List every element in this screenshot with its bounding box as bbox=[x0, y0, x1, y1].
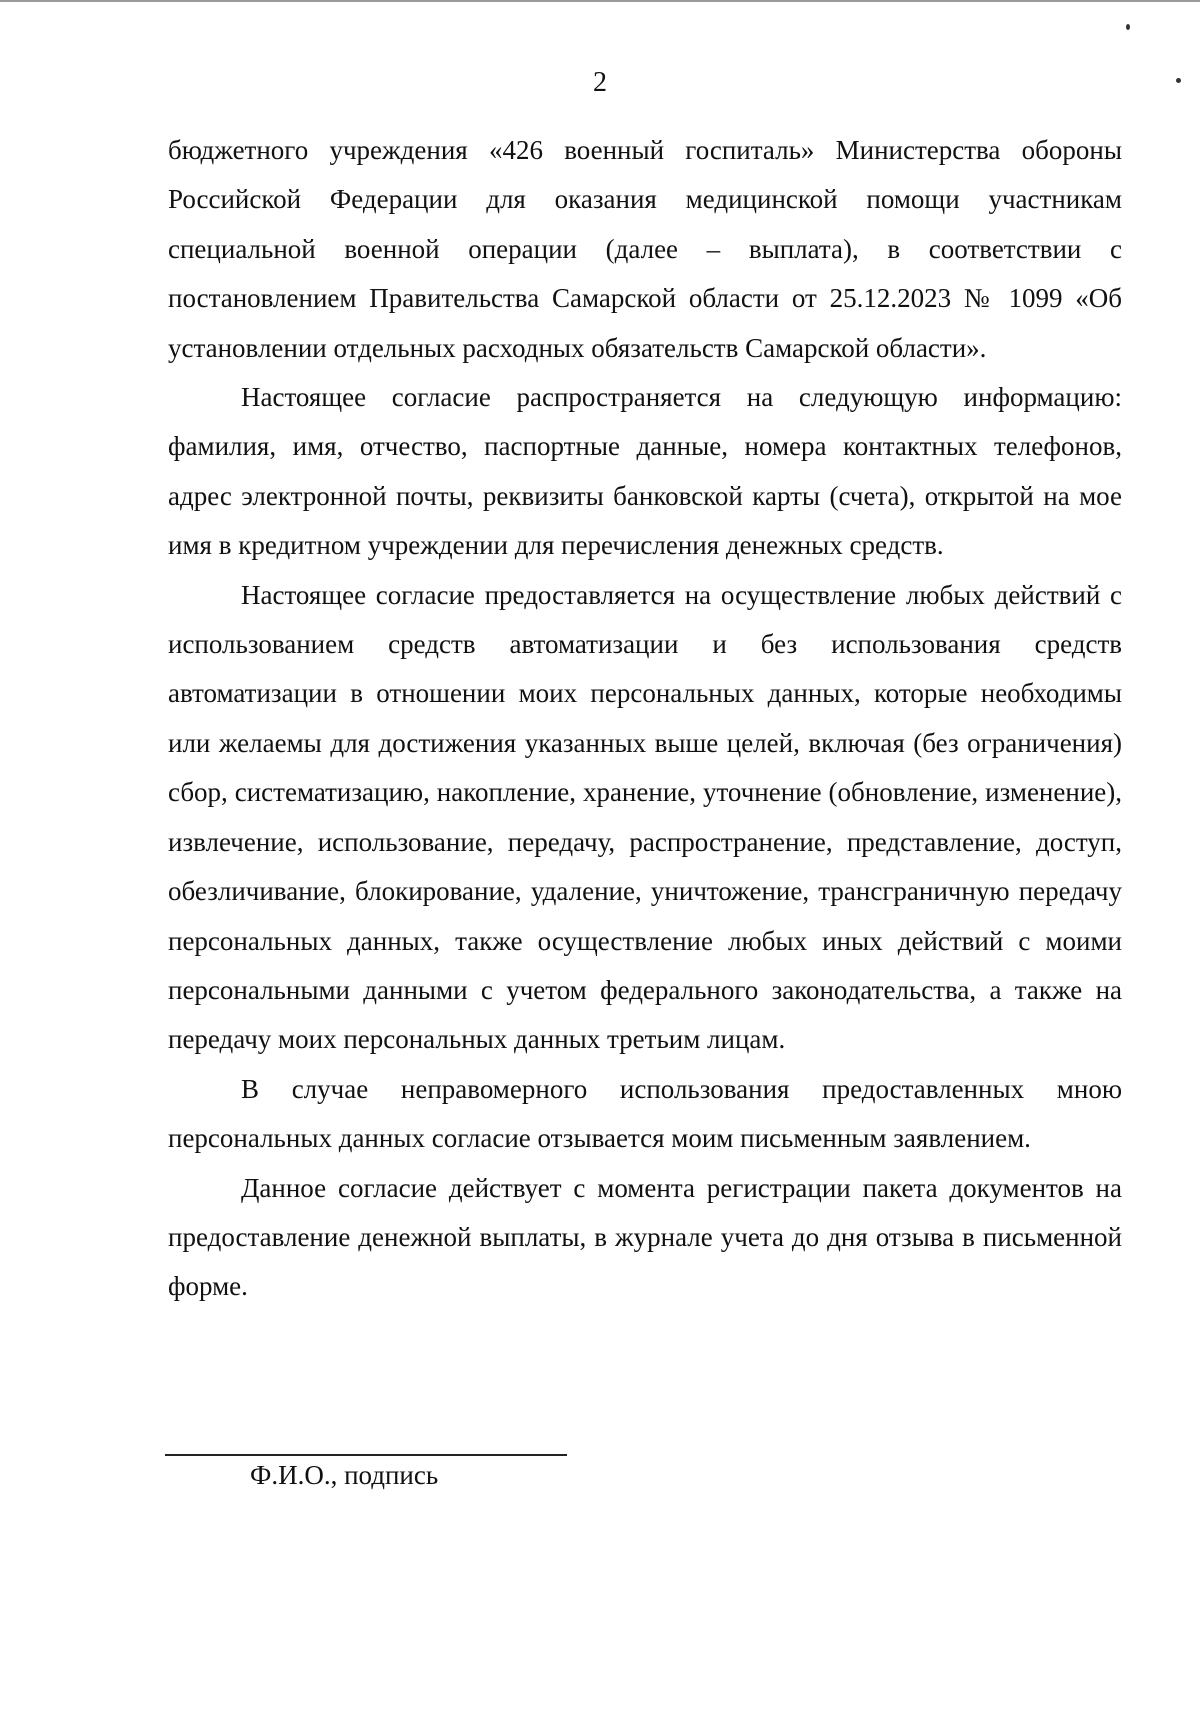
paragraph-consent-actions: Настоящее согласие предоставляется на осуществление любых действий с использованием средств автоматизации и без использования средств автоматизации в отношении моих персональных данных, которые необходимы или желаемы для достижения указанных выше целей, включая (без ограничения) сбор, систематизацию, накопление, хранение, уточнение (обновление, изменение), извлечение, использование, передачу, распространение, представление, доступ, обезличивание, блокирование, удаление, уничтожение, трансграничную передачу персональных данных, также осуществление любых иных действий с моими персональными данными с учетом федерального законодательства, а также на передачу моих персональных данных третьим лицам. bbox=[168, 579, 1122, 1055]
scan-speck bbox=[1126, 24, 1130, 30]
paragraph-consent-validity: Данное согласие действует с момента регистрации пакета документов на предоставление денежной выплаты, в журнале учета до дня отзыва в письменной форме. bbox=[168, 1172, 1122, 1302]
signature-caption: Ф.И.О., подпись bbox=[250, 1460, 439, 1490]
scan-speck bbox=[1176, 78, 1181, 83]
paragraph-consent-revocation: В случае неправомерного использования предоставленных мною персональных данных согласие отзывается моим письменным заявлением. bbox=[168, 1073, 1122, 1154]
document-body bbox=[168, 126, 1122, 1312]
scan-top-edge bbox=[0, 0, 1200, 2]
paragraph-consent-scope: Настоящее согласие распространяется на следующую информацию: фамилия, имя, отчество, паспортные данные, номера контактных телефонов, адрес электронной почты, реквизиты банковской карты (счета), открытой на мое имя в кредитном учреждении для перечисления денежных средств. bbox=[168, 382, 1122, 561]
page-number: 2 bbox=[593, 67, 607, 98]
paragraph-continuation: бюджетного учреждения «426 военный госпиталь» Министерства обороны Российской Федерации для оказания медицинской помощи участникам специальной военной операции (далее – выплата), в соответствии с постановлением Правительства Самарской области от 25.12.2023 № 1099 «Об установлении отдельных расходных обязательств Самарской области». bbox=[168, 135, 1122, 363]
signature-line bbox=[165, 1454, 567, 1456]
